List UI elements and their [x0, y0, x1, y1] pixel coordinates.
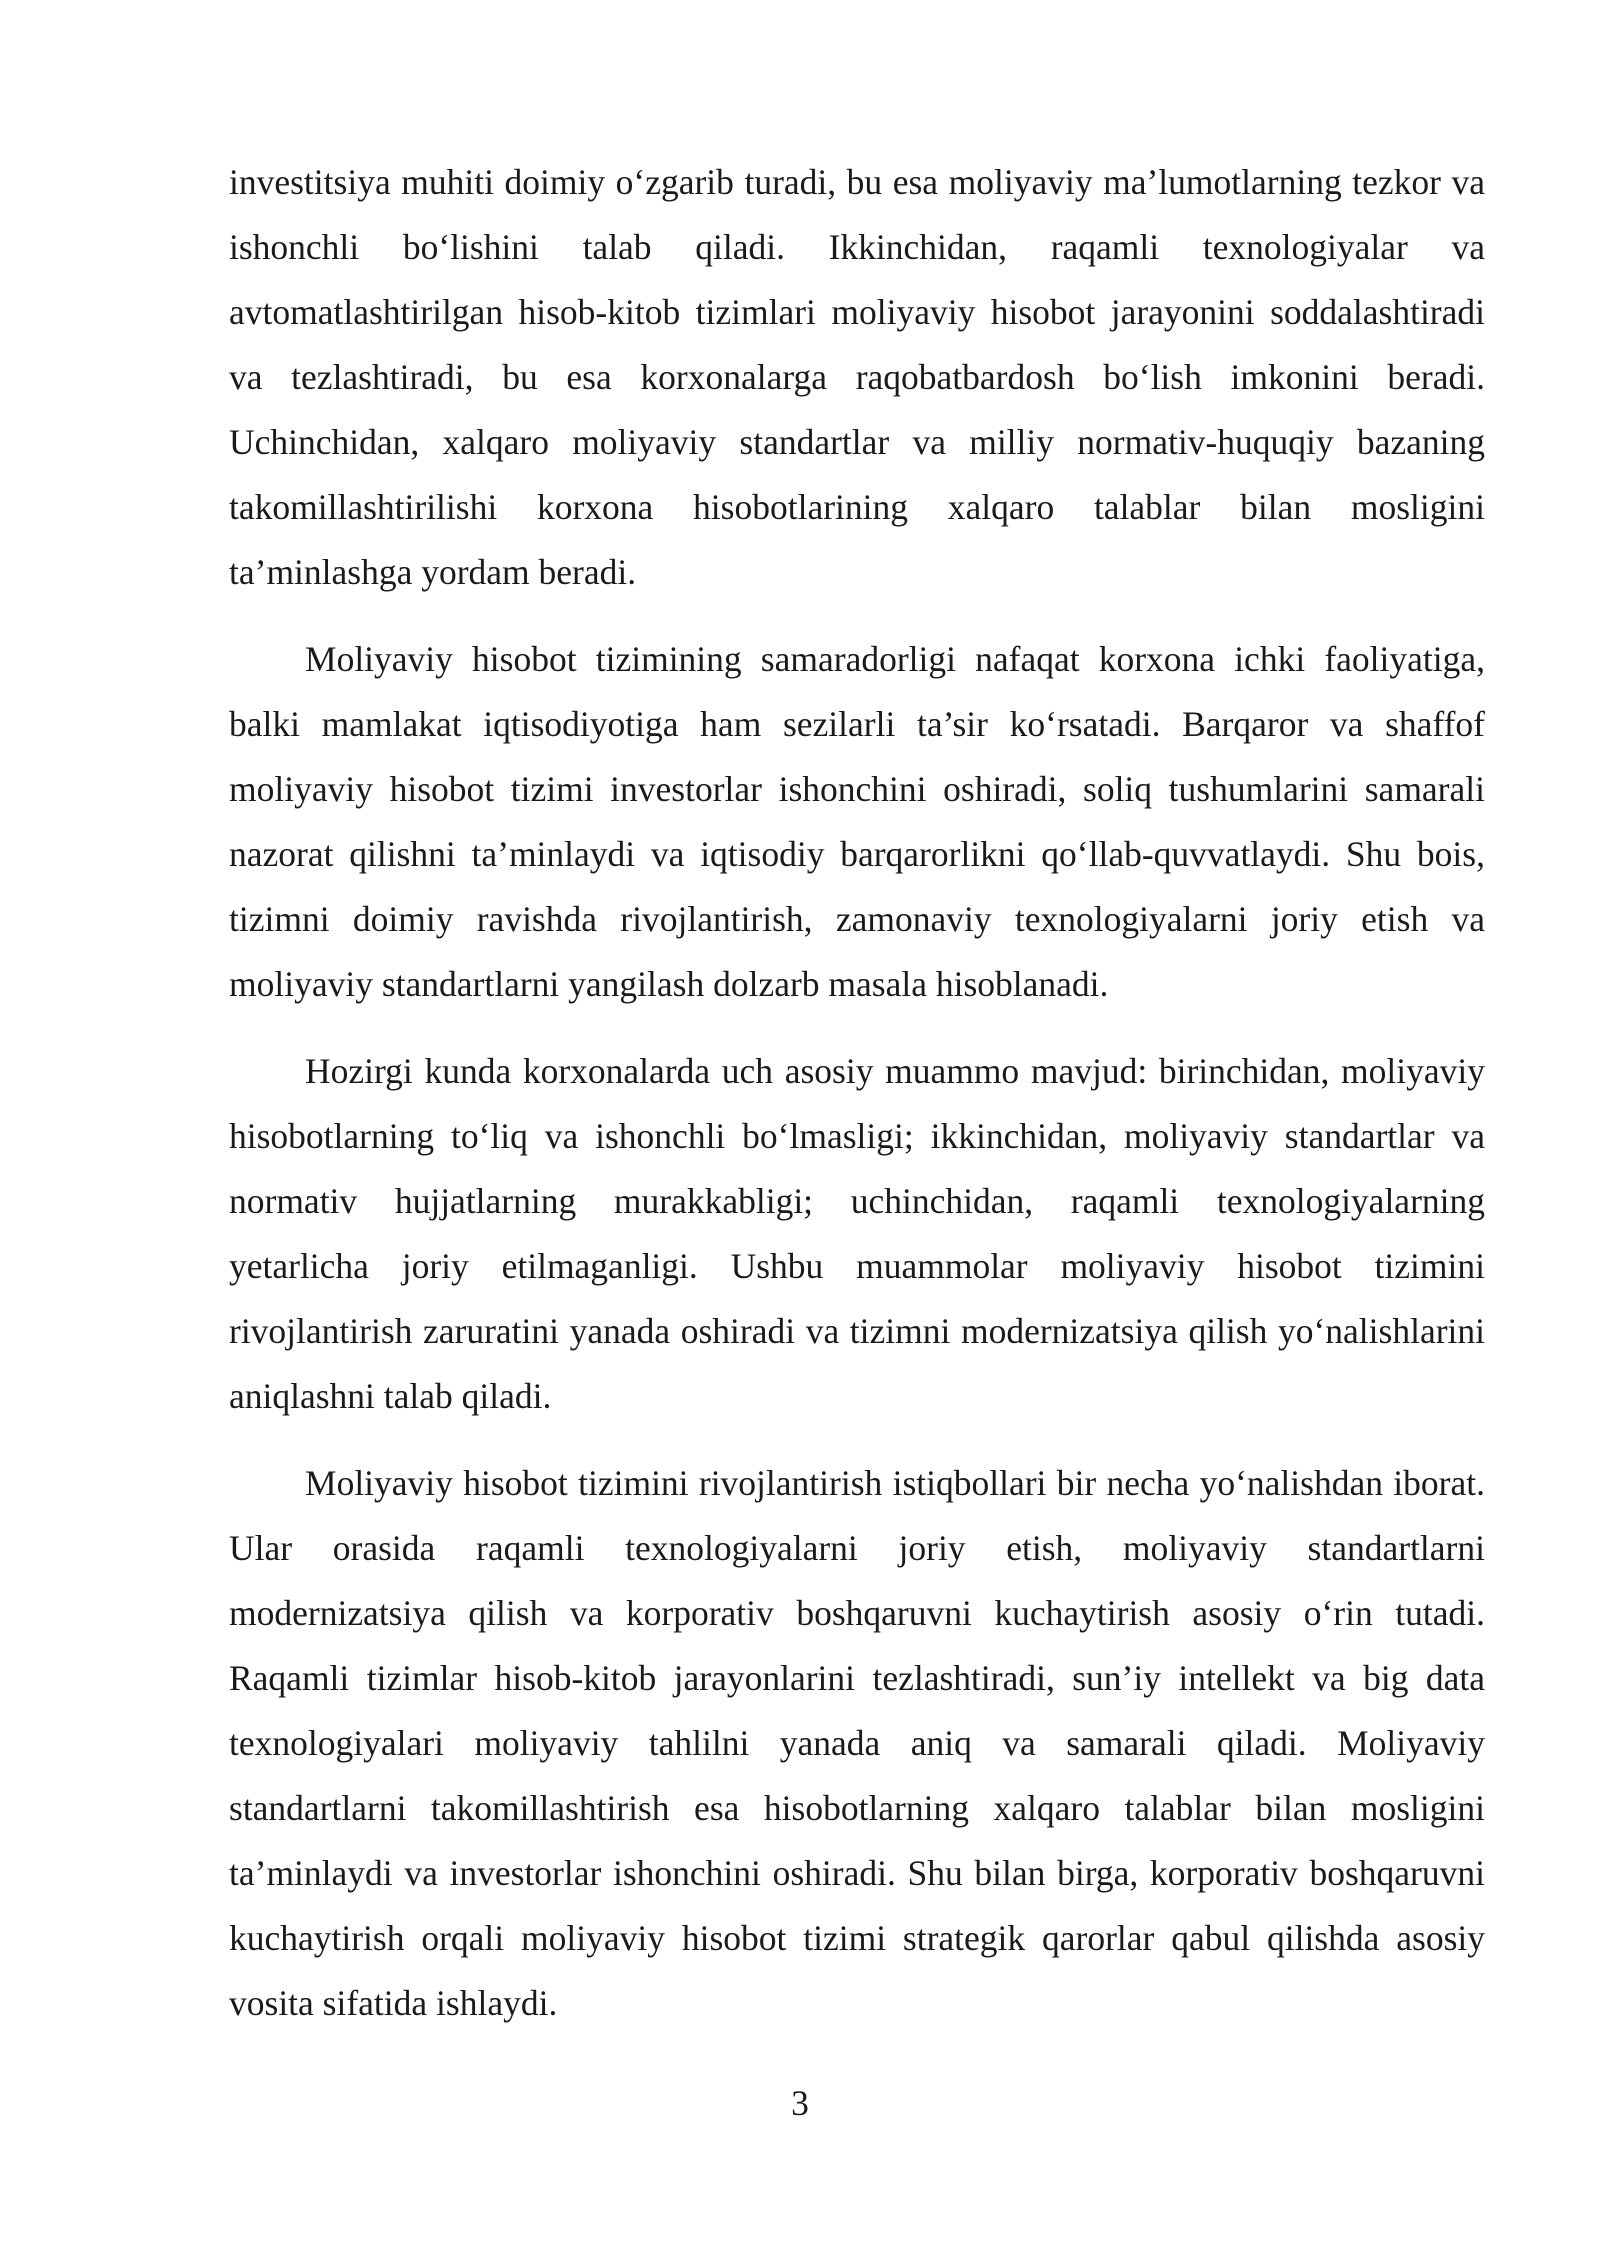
document-page-body [229, 150, 1485, 2058]
paragraph-development-prospects: Moliyaviy hisobot tizimini rivojlantirish istiqbollari bir necha yo‘nalishdan iborat. Ular orasida raqamli texnologiyalarni joriy etish, moliyaviy standartlarni modernizatsiya qilish va korporativ boshqaruvni kuchaytirish asosiy o‘rin tutadi. Raqamli tizimlar hisob-kitob jarayonlarini tezlashtiradi, sun’iy intellekt va big data texnologiyalari moliyaviy tahlilni yanada aniq va samarali qiladi. Moliyaviy standartlarni takomillashtirish esa hisobotlarning xalqaro talablar bilan mosligini ta’minlaydi va investorlar ishonchini oshiradi. Shu bilan birga, korporativ boshqaruvni kuchaytirish orqali moliyaviy hisobot tizimi strategik qarorlar qabul qilishda asosiy vosita sifatida ishlaydi. [229, 1463, 1485, 2023]
paragraph-current-problems: Hozirgi kunda korxonalarda uch asosiy muammo mavjud: birinchidan, moliyaviy hisobotlarning to‘liq va ishonchli bo‘lmasligi; ikkinchidan, moliyaviy standartlar va normativ hujjatlarning murakkabligi; uchinchidan, raqamli texnologiyalarning yetarlicha joriy etilmaganligi. Ushbu muammolar moliyaviy hisobot tizimini rivojlantirish zaruratini yanada oshiradi va tizimni modernizatsiya qilish yo‘nalishlarini aniqlashni talab qiladi. [229, 1051, 1485, 1416]
paragraph-reporting-efficiency: Moliyaviy hisobot tizimining samaradorligi nafaqat korxona ichki faoliyatiga, balki mamlakat iqtisodiyotiga ham sezilarli ta’sir ko‘rsatadi. Barqaror va shaffof moliyaviy hisobot tizimi investorlar ishonchini oshiradi, soliq tushumlarini samarali nazorat qilishni ta’minlaydi va iqtisodiy barqarorlikni qo‘llab-quvvatlaydi. Shu bois, tizimni doimiy ravishda rivojlantirish, zamonaviy texnologiyalarni joriy etish va moliyaviy standartlarni yangilash dolzarb masala hisoblanadi. [229, 639, 1485, 1004]
page-number: 3 [791, 2083, 809, 2123]
paragraph-continuation: investitsiya muhiti doimiy o‘zgarib turadi, bu esa moliyaviy ma’lumotlarning tezkor va ishonchli bo‘lishini talab qiladi. Ikkinchidan, raqamli texnologiyalar va avtomatlashtirilgan hisob-kitob tizimlari moliyaviy hisobot jarayonini soddalashtiradi va tezlashtiradi, bu esa korxonalarga raqobatbardosh bo‘lish imkonini beradi. Uchinchidan, xalqaro moliyaviy standartlar va milliy normativ-huquqiy bazaning takomillashtirilishi korxona hisobotlarining xalqaro talablar bilan mosligini ta’minlashga yordam beradi. [229, 162, 1485, 592]
